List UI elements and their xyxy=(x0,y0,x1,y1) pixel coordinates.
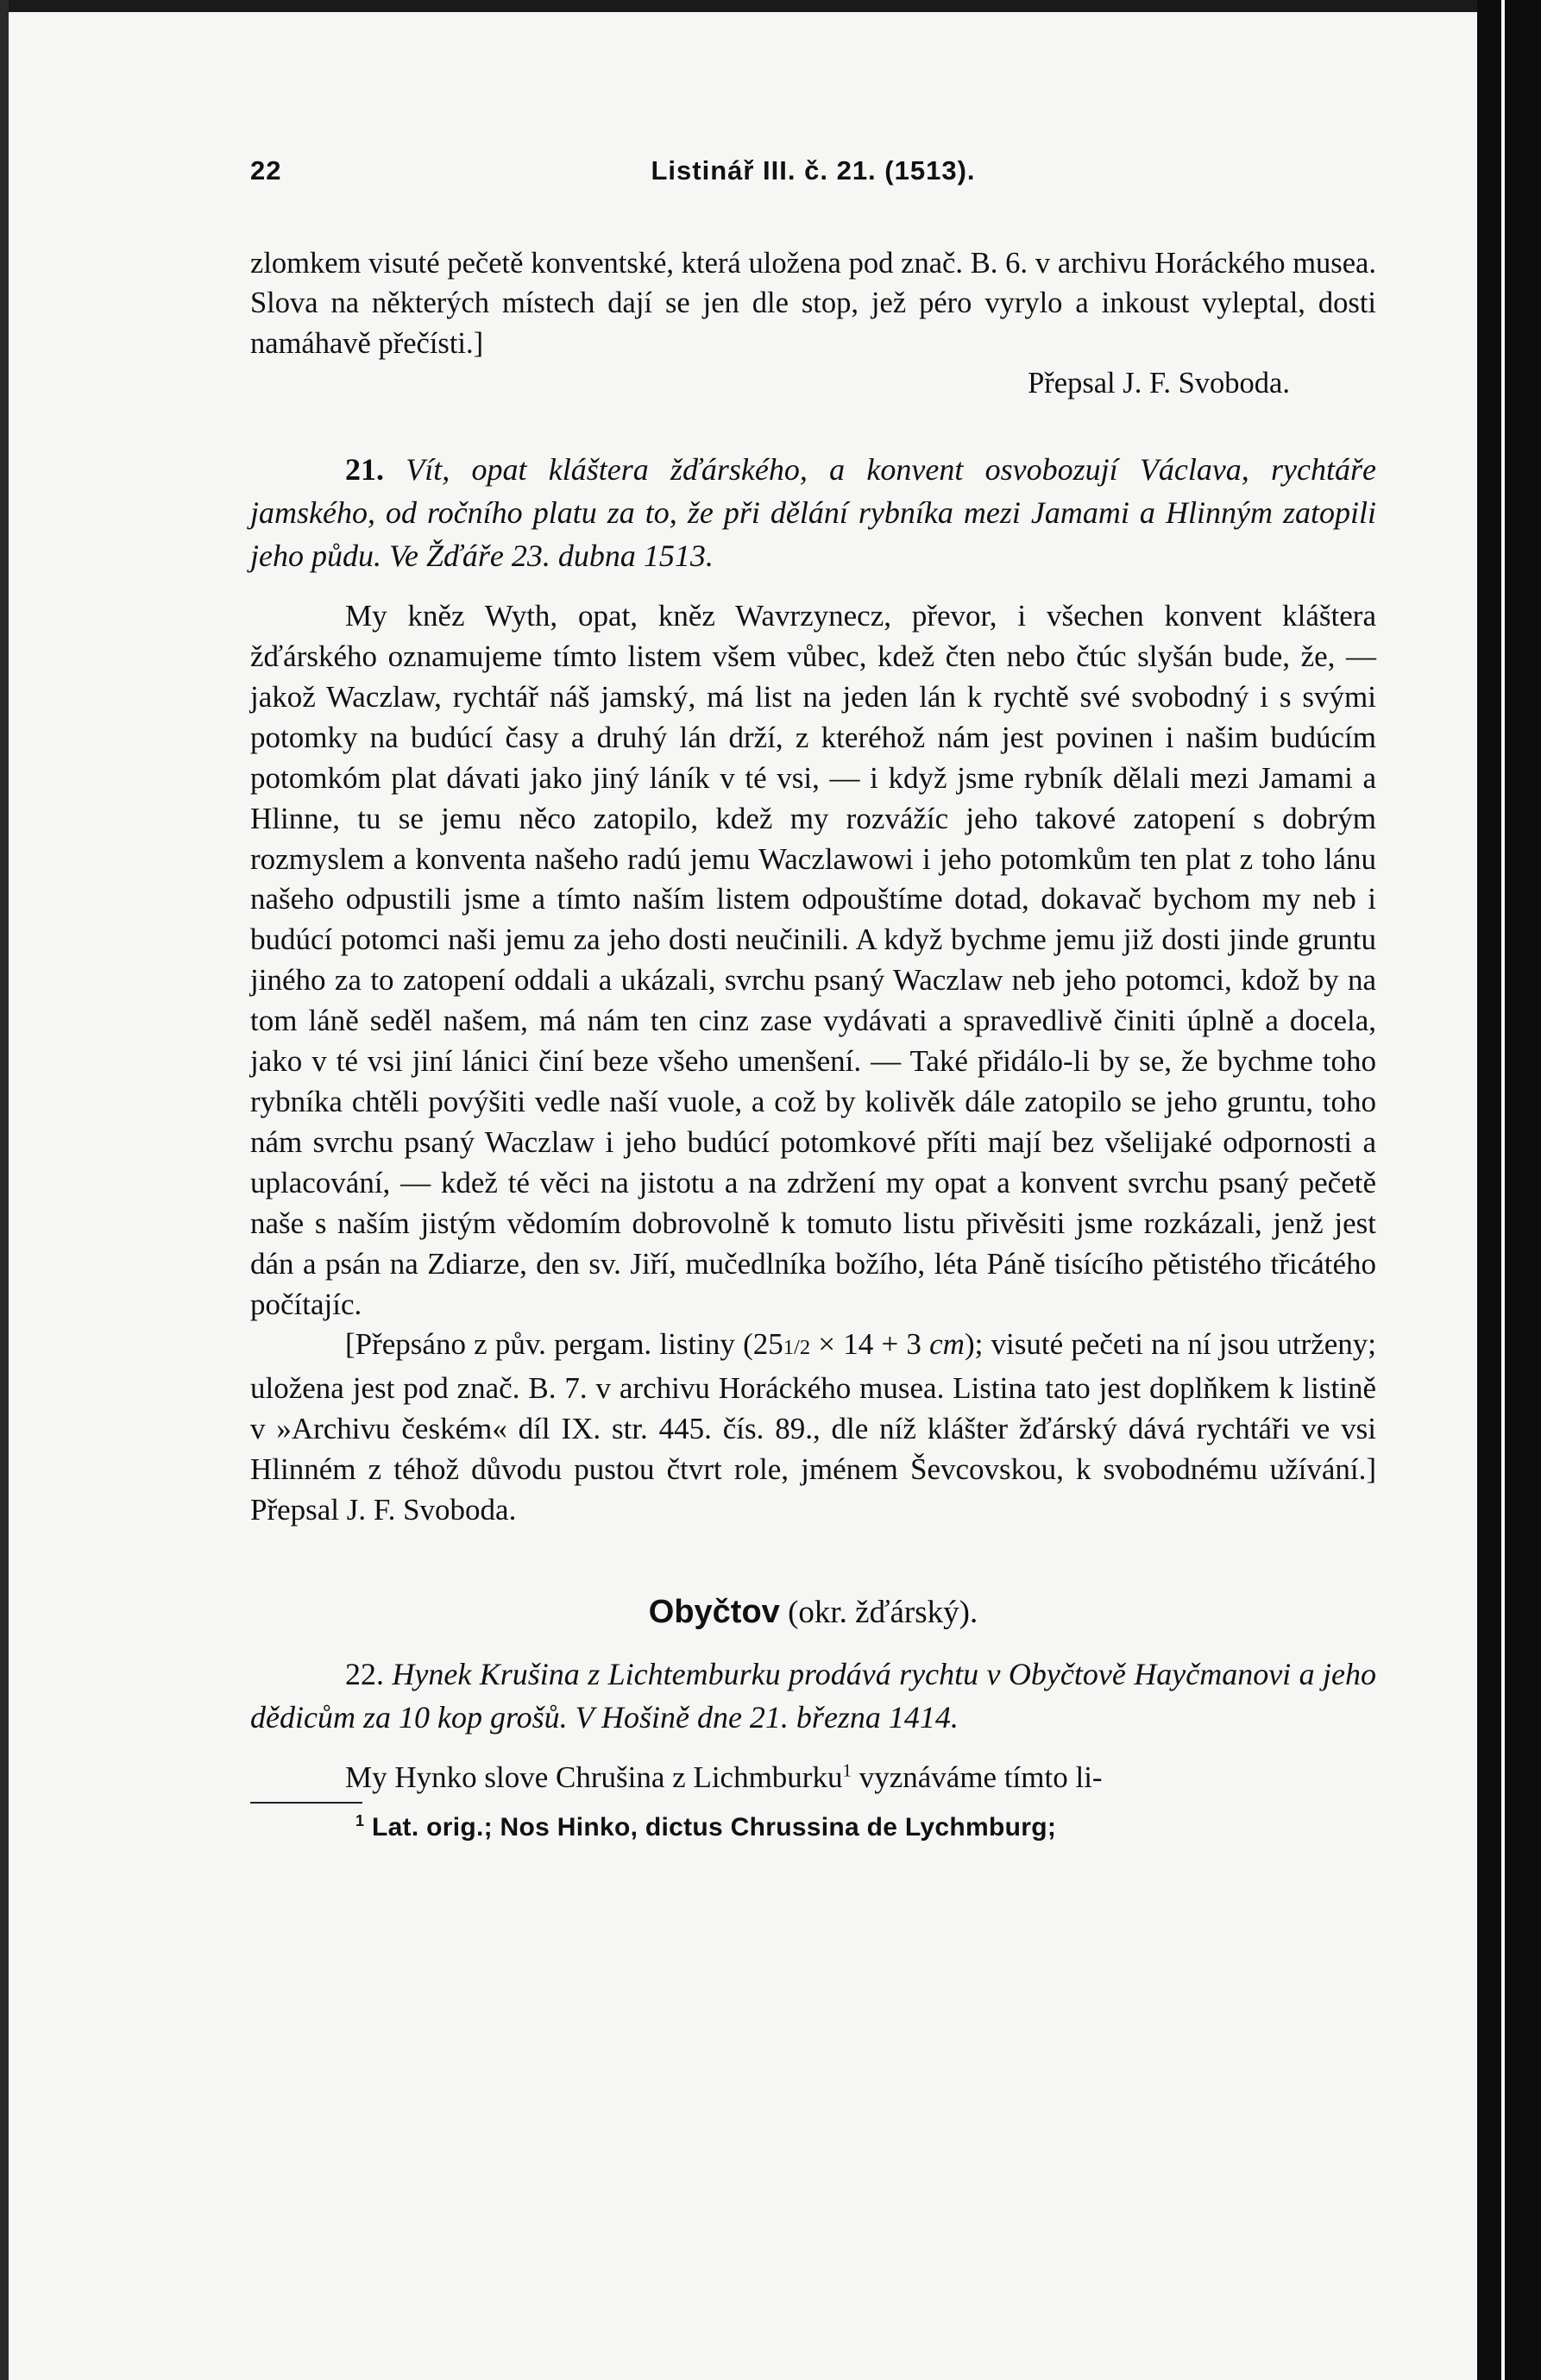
page xyxy=(250,129,1376,1845)
page-number: 22 xyxy=(250,155,282,186)
doc21-note-frac: 1/2 xyxy=(783,1336,811,1360)
doc21-source-note xyxy=(250,1325,1376,1531)
previous-note xyxy=(250,243,1376,363)
footnote-rule xyxy=(250,1802,362,1804)
doc22-title: Hynek Krušina z Lichtemburku prodává rychtu v Obyčtově Hayčmanovi a jeho dědicům za 10 kop grošů. V Hošině dne 21. března 1414. xyxy=(250,1656,1376,1735)
scan-edge-top xyxy=(0,0,1541,12)
doc21-note-c: ); visuté pečeti na ní jsou utrženy; uložena jest pod znač. B. 7. v archivu Horáckého musea. Listina tato jest doplňkem k listině v »Archivu českém« díl IX. str. 445. čís. 89., dle níž klášter žďárský dává rychtáři ve vsi Hlinném z téhož důvodu pustou čtvrt role, jménem Ševcovskou, k svobodnému užívání.] Přepsal J. F. Svoboda. xyxy=(250,1327,1377,1527)
scan-edge-right-line xyxy=(1501,0,1505,2380)
scan-edge-right xyxy=(1477,0,1541,2380)
doc21-note-a: [Přepsáno z pův. pergam. listiny (25 xyxy=(345,1327,783,1362)
doc22-footnote-marker: 1 xyxy=(842,1760,852,1781)
footnote xyxy=(250,1810,1376,1845)
doc21-title: Vít, opat kláštera žďárského, a konvent osvobozují Václava, rychtáře jamského, od ročního platu za to, že při dělání rybníka mezi Jamami a Hlinným zatopili jeho půdu. Ve Žďáře 23. dubna 1513. xyxy=(250,452,1377,574)
page-header xyxy=(250,129,1376,186)
running-title: Listinář III. č. 21. (1513). xyxy=(651,155,976,186)
scan-edge-left xyxy=(0,0,9,2380)
footnote-mark: 1 xyxy=(355,1811,365,1829)
section-place: Obyčtov xyxy=(648,1593,780,1630)
doc22-number: 22. xyxy=(345,1656,384,1691)
footnote-text: Lat. orig.; Nos Hinko, dictus Chrussina de Lychmburg; xyxy=(364,1812,1057,1842)
previous-note-text: zlomkem visuté pečetě konventské, která uložena pod znač. B. 6. v archivu Horáckého musea. Slova na některých místech dají se jen dle stop, jež péro vyrylo a inkoust vyleptal, dosti namáhavě přečísti.] xyxy=(250,247,1376,360)
previous-note-signature: Přepsal J. F. Svoboda. xyxy=(1028,366,1290,400)
doc21-number: 21. xyxy=(345,452,384,488)
doc22-body-end: vyznáváme tímto li- xyxy=(851,1760,1103,1794)
doc21-regest xyxy=(250,448,1376,577)
doc22-body xyxy=(250,1758,1376,1798)
doc21-note-cm: cm xyxy=(929,1327,965,1362)
section-district: (okr. žďárský). xyxy=(788,1594,978,1630)
doc21-body: My kněz Wyth, opat, kněz Wavrzynecz, převor, i všechen konvent kláštera žďárského oznamujeme tímto listem všem vůbec, kdež čten nebo čtúc slyšán bude, že, — jakož Waczlaw, rychtář náš jamský, má list na jeden lán k rychtě své svobodný i s svými potomky na budúcí časy a druhý lán drží, z kteréhož nám jest povinen i našim budúcím potomkóm plat dávati jako jiný láník v té vsi, — i když jsme rybník dělali mezi Jamami a Hlinne, tu se jemu něco zatopilo, kdež my rozvážíc jeho takové zatopení s dobrým rozmyslem a konventa našeho radú jemu Waczlawowi i jeho potomkům ten plat z toho lánu našeho odpustili jsme a tímto naším listem odpouštíme dotad, dokavač bychom my neb i budúcí potomci naši jemu za jeho dosti neučinili. A když bychme jemu již dosti jinde gruntu jiného za to zatopení oddali a ukázali, svrchu psaný Waczlaw neb jeho potomci, kdož by na tom láně seděl našem, má nám ten cinz zase vydávati a spravedlivě činiti úplně a docela, jako v té vsi jiní lánici činí beze všeho umenšení. — Také přidálo-li by se, že bychme toho rybníka chtěli povýšiti vedle naší vuole, a což by kolivěk dále zatopilo se jeho gruntu, toho nám svrchu psaný Waczlaw i jeho budúcí potomkové příti mají bez všelijaké odpornosti a uplacování, — kdež té věci na jistotu a na zdržení my opat a konvent svrchu psaný pečetě naše s naším jistým vědomím dobrovolně k tomuto listu přivěsiti jsme rozkázali, jenž jest dán a psán na Zdiarze, den sv. Jiří, mučedlníka božího, léta Páně tisícího pětistého třicátého počítajíc. xyxy=(250,599,1376,1321)
doc22-regest xyxy=(250,1653,1376,1739)
doc21-note-b: × 14 + 3 xyxy=(810,1327,930,1362)
section-heading xyxy=(250,1590,1376,1635)
doc22-body-start: My Hynko slove Chrušina z Lichmburku xyxy=(345,1760,843,1794)
